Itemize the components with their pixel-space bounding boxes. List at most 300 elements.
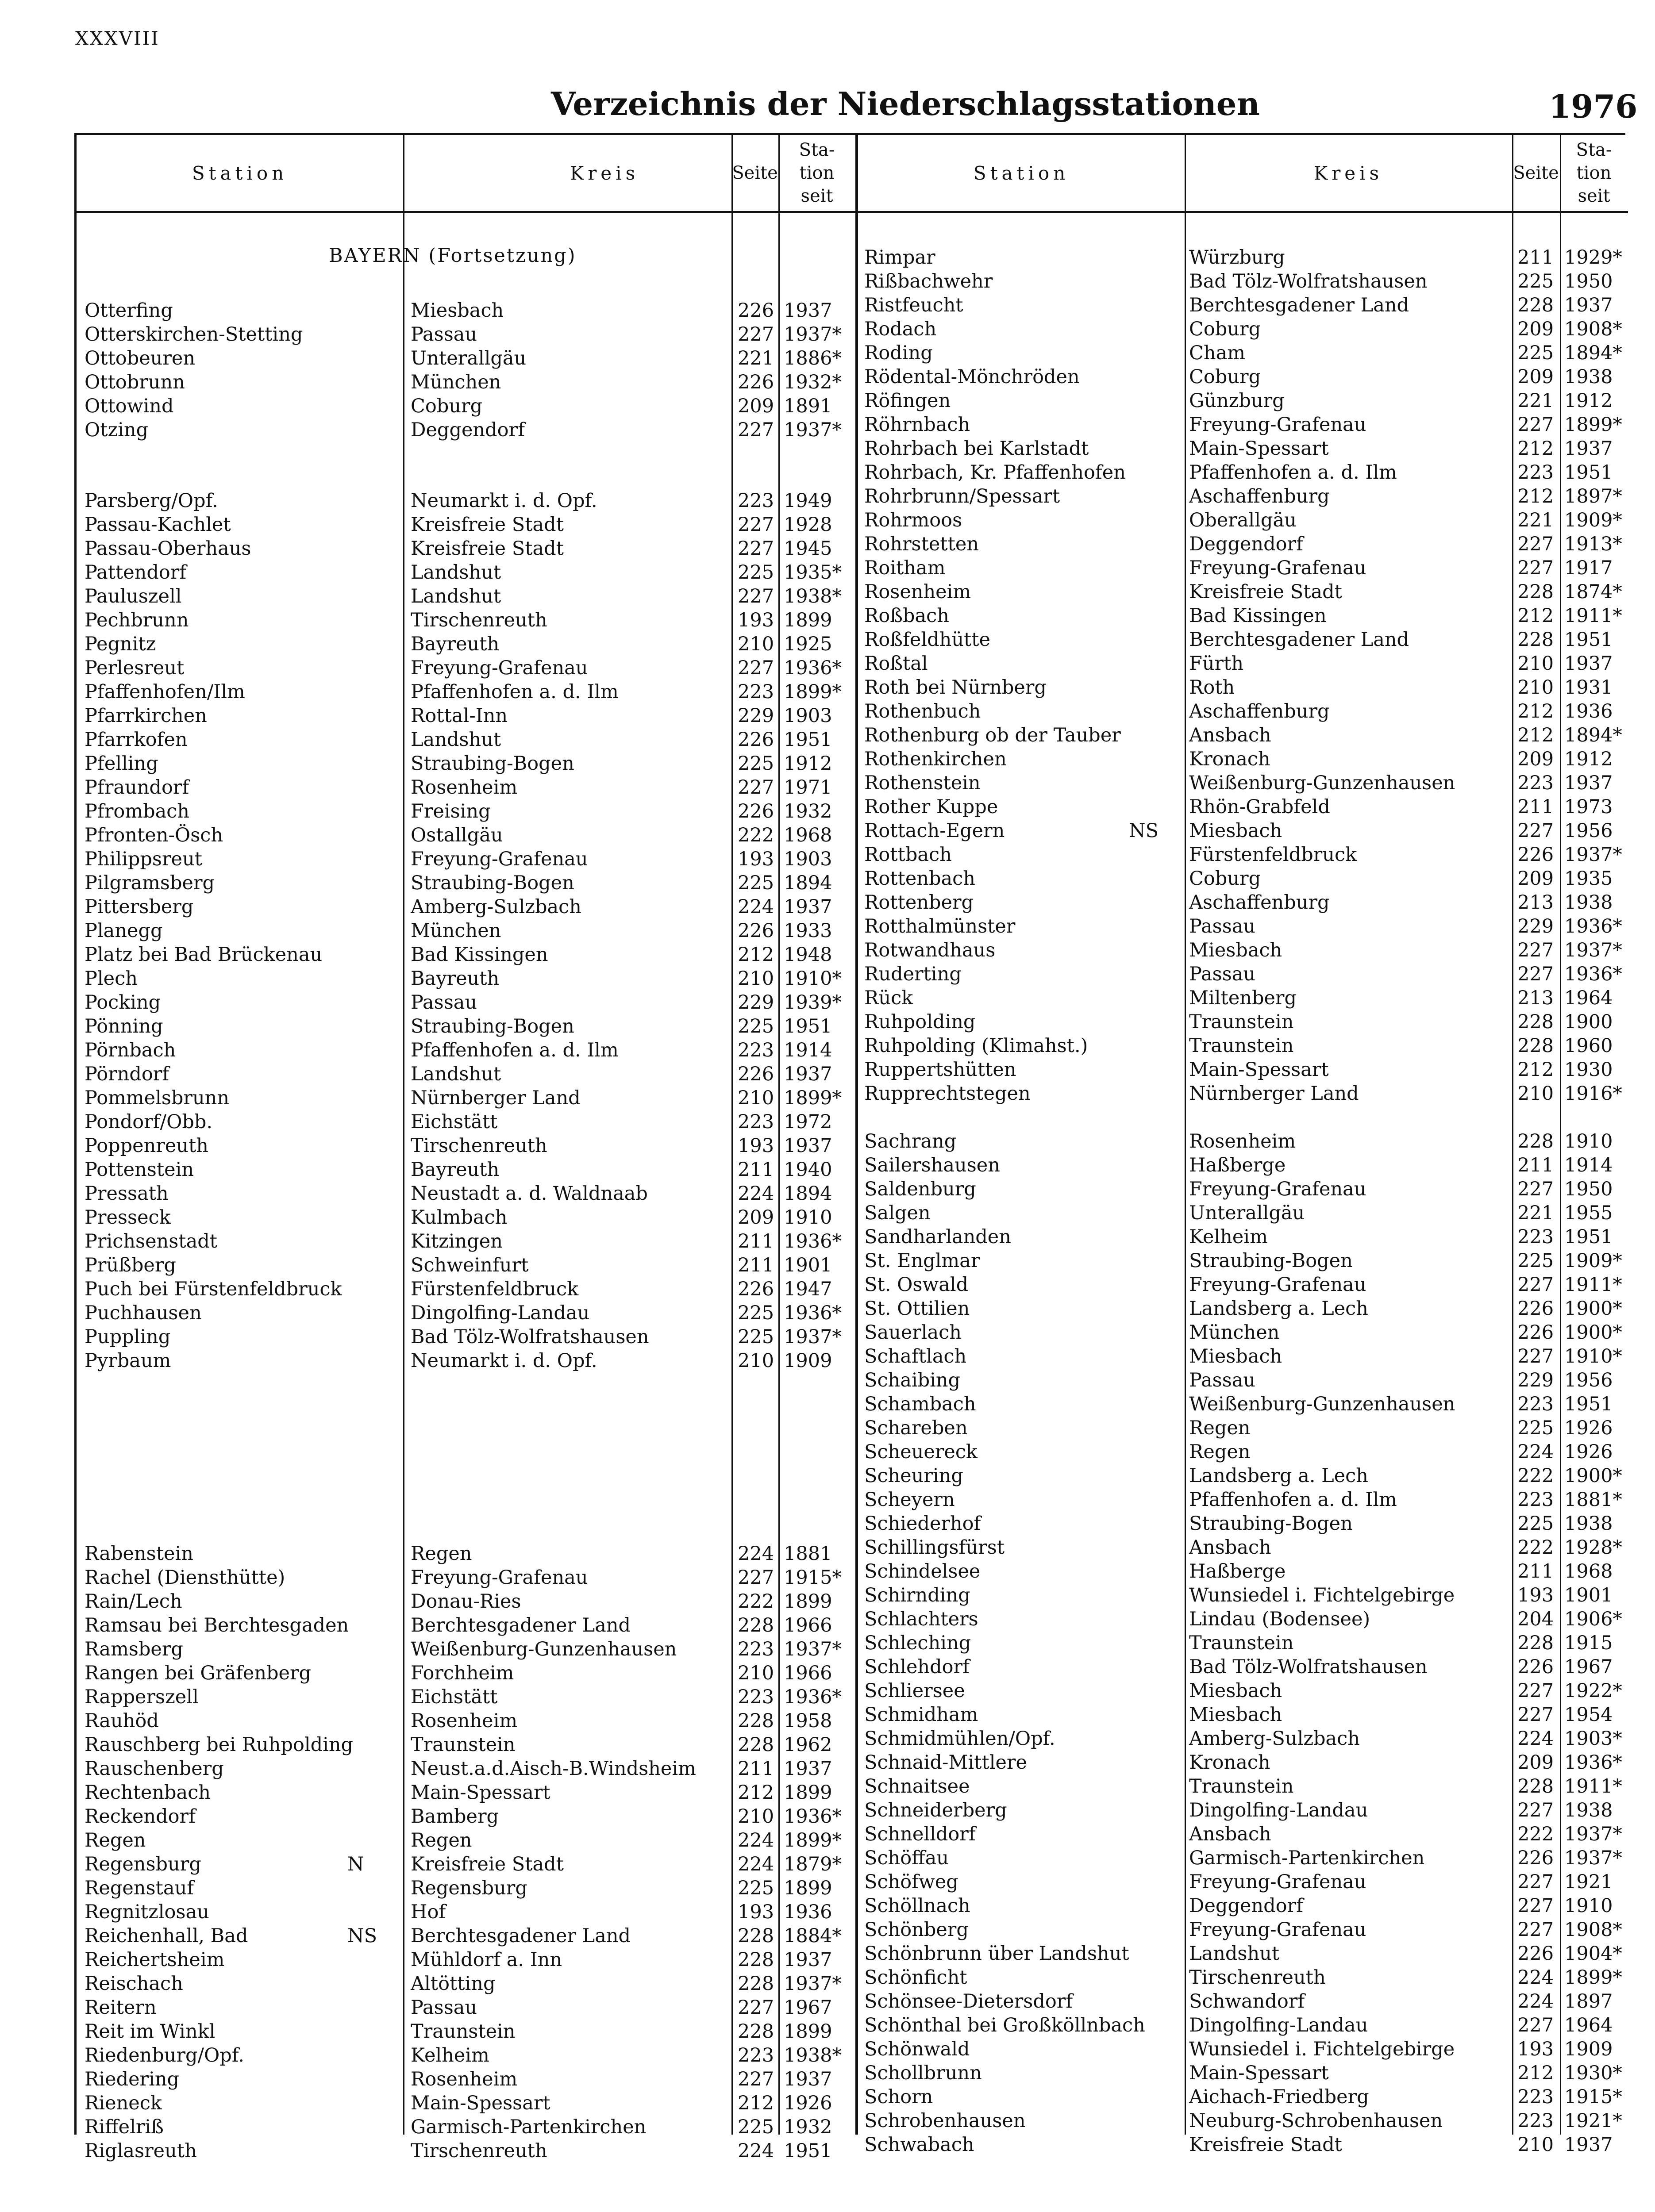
table-row: [77, 537, 855, 561]
station-name: Schiederhof: [864, 1513, 981, 1535]
station-name: Rothenbuch: [864, 700, 981, 722]
station-since: 1897*: [1564, 485, 1622, 507]
station-since: 1951: [1564, 1226, 1613, 1248]
station-since: 1909: [1564, 2038, 1613, 2060]
table-row: [858, 1559, 1628, 1583]
seite-number: 210: [1517, 676, 1554, 699]
table-row: [77, 1876, 855, 1900]
station-name: Rothenkirchen: [864, 748, 1007, 770]
station-name: Parsberg/Opf.: [85, 490, 218, 512]
station-name: Pommelsbrunn: [85, 1087, 230, 1109]
seite-number: 228: [738, 1734, 774, 1756]
header-seite: Seite: [732, 163, 778, 183]
station-since: 1954: [1564, 1704, 1613, 1726]
station-since: 1912: [784, 753, 832, 775]
kreis-name: Freyung-Grafenau: [1189, 414, 1366, 436]
station-since: 1913*: [1564, 533, 1622, 555]
station-since: 1933: [784, 920, 832, 942]
station-since: 1936: [1564, 700, 1613, 722]
seite-number: 226: [738, 371, 774, 393]
seite-number: 228: [738, 1925, 774, 1947]
seite-number: 226: [1517, 1656, 1554, 1678]
table-row: [858, 1631, 1628, 1655]
station-since: 1886*: [784, 347, 842, 369]
kreis-name: Altötting: [411, 1973, 496, 1995]
kreis-name: Günzburg: [1189, 390, 1285, 412]
kreis-name: Landshut: [411, 561, 501, 584]
kreis-name: Lindau (Bodensee): [1189, 1608, 1370, 1630]
station-name: Pondorf/Obb.: [85, 1111, 213, 1133]
station-name: Sauerlach: [864, 1321, 962, 1344]
kreis-name: Traunstein: [1189, 1632, 1294, 1654]
table-row: [858, 293, 1628, 317]
kreis-name: Traunstein: [1189, 1775, 1294, 1797]
station-name: Schnaitsee: [864, 1775, 970, 1797]
station-since: 1925: [784, 633, 832, 655]
station-name: Rothenstein: [864, 772, 981, 794]
station-name: Röhrnbach: [864, 414, 970, 436]
kreis-name: Traunstein: [1189, 1011, 1294, 1033]
table-row: [77, 1062, 855, 1086]
station-since: 1938: [1564, 1513, 1613, 1535]
table-row: [858, 1177, 1628, 1201]
seite-number: 227: [1517, 1919, 1554, 1941]
table-row: [77, 489, 855, 513]
station-note: NS: [1129, 820, 1159, 842]
seite-number: 227: [738, 657, 774, 679]
kreis-name: Berchtesgadener Land: [1189, 294, 1409, 316]
station-name: Schindelsee: [864, 1560, 981, 1582]
table-row: [77, 680, 855, 704]
seite-number: 224: [738, 1829, 774, 1851]
station-name: Pörnbach: [85, 1039, 176, 1061]
station-name: Regnitzlosau: [85, 1901, 209, 1923]
seite-number: 227: [1517, 963, 1554, 985]
station-name: Schlehdorf: [864, 1656, 970, 1678]
station-since: 1937: [784, 2068, 832, 2090]
station-name: Pattendorf: [85, 561, 187, 584]
table-row: [858, 1273, 1628, 1297]
table-row: [858, 1488, 1628, 1512]
station-since: 1937*: [784, 1973, 842, 1995]
station-since: 1900*: [1564, 1321, 1622, 1344]
station-since: 1917: [1564, 557, 1613, 579]
seite-number: 228: [1517, 1035, 1554, 1057]
station-since: 1910*: [1564, 1345, 1622, 1367]
station-since: 1950: [1564, 270, 1613, 292]
station-since: 1937*: [784, 323, 842, 346]
seite-number: 211: [738, 1230, 774, 1252]
kreis-name: Weißenburg-Gunzenhausen: [1189, 772, 1455, 794]
seite-number: 212: [1517, 485, 1554, 507]
kreis-name: Bad Tölz-Wolfratshausen: [411, 1326, 649, 1348]
seite-number: 228: [1517, 1632, 1554, 1654]
table-row: [77, 1590, 855, 1613]
station-since: 1909*: [1564, 509, 1622, 531]
kreis-name: Weißenburg-Gunzenhausen: [1189, 1393, 1455, 1415]
table-row: [858, 1751, 1628, 1774]
table-row: [858, 1822, 1628, 1846]
table-row: [858, 771, 1628, 795]
station-name: Ramsberg: [85, 1638, 183, 1660]
station-name: Prichsenstadt: [85, 1230, 218, 1252]
table-row: [77, 1253, 855, 1277]
station-name: Pottenstein: [85, 1159, 194, 1181]
table-row: [858, 1583, 1628, 1607]
seite-number: 226: [738, 729, 774, 751]
station-since: 1951: [1564, 1393, 1613, 1415]
kreis-name: Unterallgäu: [411, 347, 527, 369]
seite-number: 228: [1517, 1130, 1554, 1152]
station-name: Otterfing: [85, 300, 173, 322]
table-row: [77, 1996, 855, 2020]
seite-number: 226: [738, 920, 774, 942]
kreis-name: München: [411, 371, 501, 393]
station-name: Schwabach: [864, 2134, 974, 2156]
table-row: [858, 1368, 1628, 1392]
kreis-name: Berchtesgadener Land: [411, 1925, 631, 1947]
seite-number: 227: [738, 1567, 774, 1589]
seite-number: 210: [1517, 2134, 1554, 2156]
station-name: Regensburg: [85, 1853, 201, 1875]
station-name: Rosenheim: [864, 581, 971, 603]
kreis-name: Amberg-Sulzbach: [411, 896, 581, 918]
seite-number: 226: [1517, 1943, 1554, 1965]
table-row: [858, 484, 1628, 508]
kreis-name: Fürth: [1189, 653, 1244, 675]
table-row: [77, 1542, 855, 1566]
kreis-name: Berchtesgadener Land: [1189, 629, 1409, 651]
station-name: Schareben: [864, 1417, 968, 1439]
station-since: 1937: [784, 1949, 832, 1971]
table-row: [77, 1972, 855, 1996]
page-number: XXXVIII: [75, 27, 160, 49]
seite-number: 212: [1517, 724, 1554, 746]
kreis-name: Wunsiedel i. Fichtelgebirge: [1189, 1584, 1455, 1606]
station-name: Ruderting: [864, 963, 962, 985]
station-name: Rohrbrunn/Spessart: [864, 485, 1060, 507]
station-name: Pönning: [85, 1015, 163, 1037]
kreis-name: Main-Spessart: [1189, 1059, 1329, 1081]
station-since: 1935: [1564, 868, 1613, 890]
seite-number: 211: [738, 1254, 774, 1276]
station-name: Rottach-Egern: [864, 820, 1005, 842]
station-since: 1937: [784, 1135, 832, 1157]
table-row: [858, 1058, 1628, 1082]
seite-number: 226: [738, 1063, 774, 1085]
kreis-name: Deggendorf: [1189, 1895, 1303, 1917]
kreis-name: Pfaffenhofen a. d. Ilm: [1189, 461, 1397, 484]
station-name: Rieneck: [85, 2092, 162, 2114]
station-since: 1937*: [1564, 939, 1622, 961]
station-name: Schönwald: [864, 2038, 970, 2060]
station-name: Scheyern: [864, 1489, 955, 1511]
table-row: [858, 1870, 1628, 1894]
seite-number: 225: [1517, 1417, 1554, 1439]
seite-number: 223: [738, 490, 774, 512]
seite-number: 227: [1517, 1178, 1554, 1200]
kreis-name: Cham: [1189, 342, 1246, 364]
station-since: 1930*: [1564, 2062, 1622, 2084]
station-name: Schöfweg: [864, 1871, 958, 1893]
table-row: [77, 967, 855, 991]
table-header-left: [77, 135, 855, 213]
station-name: Pilgramsberg: [85, 872, 215, 894]
station-since: 1936*: [1564, 915, 1622, 937]
station-since: 1911*: [1564, 1775, 1622, 1797]
station-name: Ristfeucht: [864, 294, 963, 316]
seite-number: 227: [738, 585, 774, 607]
seite-number: 227: [738, 2068, 774, 2090]
station-since: 1937*: [784, 1638, 842, 1660]
seite-number: 223: [1517, 1226, 1554, 1248]
station-since: 1956: [1564, 820, 1613, 842]
table-left-half: [77, 135, 855, 2162]
station-name: Perlesreut: [85, 657, 185, 679]
kreis-name: Landshut: [411, 585, 501, 607]
seite-number: 228: [1517, 629, 1554, 651]
kreis-name: Bad Kissingen: [411, 944, 548, 966]
station-since: 1921*: [1564, 2110, 1622, 2132]
kreis-name: Passau: [1189, 915, 1256, 937]
table-row: [858, 269, 1628, 293]
station-since: 1894*: [1564, 342, 1622, 364]
kreis-name: Freyung-Grafenau: [411, 657, 588, 679]
table-row: [77, 1038, 855, 1062]
station-since: 1931: [1564, 676, 1613, 699]
header-station: Station: [192, 162, 288, 184]
table-row: [858, 891, 1628, 914]
station-name: Schöffau: [864, 1847, 949, 1869]
seite-number: 209: [1517, 748, 1554, 770]
kreis-name: Freyung-Grafenau: [1189, 1274, 1366, 1296]
station-since: 1881*: [1564, 1489, 1622, 1511]
station-since: 1926: [784, 2092, 832, 2114]
station-name: Ottobrunn: [85, 371, 185, 393]
seite-number: 228: [738, 1614, 774, 1636]
table-row: [77, 2091, 855, 2115]
seite-number: 211: [1517, 1560, 1554, 1582]
station-since: 1899*: [1564, 1966, 1622, 1989]
station-since: 1936*: [784, 1230, 842, 1252]
table-row: [77, 2043, 855, 2067]
table-row: [77, 823, 855, 847]
seite-number: 209: [1517, 318, 1554, 340]
seite-number: 193: [738, 1901, 774, 1923]
seite-number: 204: [1517, 1608, 1554, 1630]
station-since: 1897: [1564, 1990, 1613, 2012]
kreis-name: Ansbach: [1189, 724, 1271, 746]
station-name: Rimpar: [864, 246, 935, 269]
station-name: Rauschenberg: [85, 1758, 224, 1780]
table-row: [858, 1798, 1628, 1822]
station-since: 1899: [784, 2020, 832, 2043]
table-row: [77, 584, 855, 608]
station-name: Pyrbaum: [85, 1350, 171, 1372]
kreis-name: Neustadt a. d. Waldnaab: [411, 1183, 648, 1205]
station-name: Reischach: [85, 1973, 183, 1995]
station-name: Rotthalmünster: [864, 915, 1016, 937]
station-name: Schrobenhausen: [864, 2110, 1026, 2132]
kreis-name: Ansbach: [1189, 1823, 1271, 1845]
station-since: 1906*: [1564, 1608, 1622, 1630]
table-row: [858, 1321, 1628, 1344]
station-name: Rück: [864, 987, 913, 1009]
kreis-name: Coburg: [1189, 318, 1261, 340]
station-since: 1938*: [784, 585, 842, 607]
seite-number: 221: [1517, 1202, 1554, 1224]
seite-number: 223: [738, 1638, 774, 1660]
station-since: 1936*: [1564, 1751, 1622, 1774]
seite-number: 222: [1517, 1823, 1554, 1845]
table-row: [77, 418, 855, 442]
seite-number: 227: [1517, 1680, 1554, 1702]
station-name: Pressath: [85, 1183, 169, 1205]
seite-number: 223: [1517, 461, 1554, 484]
table-row: [77, 323, 855, 346]
table-row: [858, 867, 1628, 891]
header-kreis: Kreis: [570, 162, 639, 184]
station-since: 1912: [1564, 748, 1613, 770]
kreis-name: Neumarkt i. d. Opf.: [411, 1350, 597, 1372]
station-name: Platz bei Bad Brückenau: [85, 944, 323, 966]
table-row: [77, 656, 855, 680]
seite-number: 209: [1517, 366, 1554, 388]
kreis-name: Main-Spessart: [1189, 2062, 1329, 2084]
table-row: [77, 776, 855, 799]
station-name: Puppling: [85, 1326, 171, 1348]
station-name: Puch bei Fürstenfeldbruck: [85, 1278, 342, 1300]
station-since: 1971: [784, 776, 832, 799]
kreis-name: Schwandorf: [1189, 1990, 1305, 2012]
seite-number: 229: [1517, 915, 1554, 937]
seite-number: 227: [1517, 1871, 1554, 1893]
table-row: [858, 1655, 1628, 1679]
table-row: [858, 1989, 1628, 2013]
station-name: Puchhausen: [85, 1302, 202, 1324]
station-since: 1958: [784, 1710, 832, 1732]
table-row: [858, 1918, 1628, 1942]
table-row: [858, 2013, 1628, 2037]
kreis-name: Main-Spessart: [411, 2092, 550, 2114]
station-name: Schönficht: [864, 1966, 967, 1989]
station-since: 1926: [1564, 1417, 1613, 1439]
seite-number: 227: [1517, 2014, 1554, 2036]
header-seit: Sta- tion seit: [799, 140, 835, 206]
station-name: Prüßberg: [85, 1254, 176, 1276]
seite-number: 227: [1517, 1704, 1554, 1726]
table-row: [858, 1440, 1628, 1464]
seite-number: 210: [738, 1805, 774, 1828]
station-name: Regenstauf: [85, 1877, 194, 1899]
station-since: 1894: [784, 1183, 832, 1205]
header-seite: Seite: [1513, 163, 1559, 183]
seite-number: 224: [1517, 1441, 1554, 1463]
seite-number: 225: [1517, 270, 1554, 292]
station-since: 1936*: [784, 1302, 842, 1324]
kreis-name: Main-Spessart: [411, 1782, 550, 1804]
table-row: [77, 1733, 855, 1757]
seite-number: 209: [738, 395, 774, 417]
seite-number: 225: [1517, 342, 1554, 364]
station-since: 1899: [784, 1782, 832, 1804]
station-since: 1899: [784, 1590, 832, 1613]
station-since: 1903: [784, 848, 832, 870]
seite-number: 210: [738, 968, 774, 990]
station-since: 1949: [784, 490, 832, 512]
station-since: 1939*: [784, 991, 842, 1014]
table-row: [858, 843, 1628, 867]
kreis-name: Rosenheim: [411, 776, 518, 799]
station-since: 1937*: [1564, 1823, 1622, 1845]
table-row: [77, 1086, 855, 1110]
seite-number: 221: [1517, 509, 1554, 531]
table-row: [77, 1828, 855, 1852]
station-name: Riedering: [85, 2068, 180, 2090]
kreis-name: Landsberg a. Lech: [1189, 1465, 1368, 1487]
station-since: 1936*: [1564, 963, 1622, 985]
kreis-name: Coburg: [1189, 366, 1261, 388]
station-name: Pfaffenhofen/Ilm: [85, 681, 245, 703]
seite-number: 212: [1517, 700, 1554, 722]
station-name: Poppenreuth: [85, 1135, 208, 1157]
station-name: St. Oswald: [864, 1274, 969, 1296]
kreis-name: Bayreuth: [411, 1159, 500, 1181]
station-name: Schmidmühlen/Opf.: [864, 1728, 1055, 1750]
station-since: 1938: [1564, 891, 1613, 914]
header-kreis: Kreis: [1313, 162, 1383, 184]
station-name: Schleching: [864, 1632, 971, 1654]
station-name: Rohrmoos: [864, 509, 962, 531]
station-since: 1940: [784, 1159, 832, 1181]
kreis-name: Aschaffenburg: [1189, 485, 1330, 507]
station-since: 1899*: [1564, 414, 1622, 436]
table-row: [858, 1942, 1628, 1966]
kreis-name: Freyung-Grafenau: [1189, 1919, 1366, 1941]
station-name: Pfarrkofen: [85, 729, 188, 751]
kreis-name: Traunstein: [411, 2020, 516, 2043]
seite-number: 212: [1517, 605, 1554, 627]
seite-number: 227: [738, 419, 774, 441]
header-seit: Sta- tion seit: [1576, 140, 1612, 206]
kreis-name: Eichstätt: [411, 1686, 498, 1708]
table-row: [858, 819, 1628, 843]
kreis-name: Miesbach: [1189, 1680, 1282, 1702]
station-name: Schönsee-Dietersdorf: [864, 1990, 1073, 2012]
seite-number: 227: [738, 323, 774, 346]
table-row: [77, 2139, 855, 2163]
table-row: [858, 341, 1628, 365]
table-row: [858, 1225, 1628, 1249]
table-row: [858, 1679, 1628, 1703]
table-row: [858, 508, 1628, 532]
station-since: 1903: [784, 705, 832, 727]
kreis-name: Würzburg: [1189, 246, 1285, 269]
station-since: 1899*: [784, 1829, 842, 1851]
table-right-half: [855, 135, 1628, 2156]
kreis-name: Straubing-Bogen: [1189, 1513, 1353, 1535]
seite-number: 224: [738, 1183, 774, 1205]
table-row: [77, 1229, 855, 1253]
station-name: Schöllnach: [864, 1895, 970, 1917]
table-row: [77, 2115, 855, 2139]
table-row: [858, 317, 1628, 341]
seite-number: 226: [1517, 844, 1554, 866]
station-name: Ruppertshütten: [864, 1059, 1016, 1081]
table-row: [77, 370, 855, 394]
kreis-name: Garmisch-Partenkirchen: [1189, 1847, 1425, 1869]
kreis-name: Kulmbach: [411, 1206, 508, 1229]
